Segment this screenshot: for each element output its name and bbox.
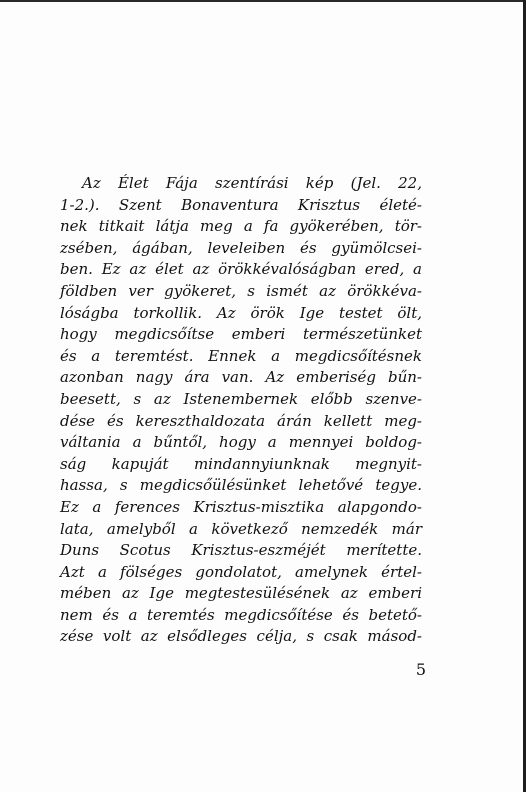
text-line: azonban nagy ára van. Az emberiség bűn-: [60, 368, 422, 387]
text-line: 1-2.). Szent Bonaventura Krisztus életé-: [60, 195, 422, 214]
text-line: hogy megdicsőítse emberi természetünket: [60, 325, 422, 344]
text-line: lata, amelyből a következő nemzedék már: [60, 519, 422, 538]
text-line: nem és a teremtés megdicsőítése és betető-: [60, 605, 422, 624]
page-top-edge: [0, 0, 526, 2]
text-line: nek titkait látja meg a fa gyökerében, tör-: [60, 217, 422, 236]
text-line: Duns Scotus Krisztus-eszméjét merítette.: [60, 541, 422, 560]
body-paragraph: [60, 173, 422, 648]
text-line: ság kapuját mindannyiunknak megnyit-: [60, 454, 422, 473]
text-line: hassa, s megdicsőülésünket lehetővé tegye.: [60, 476, 422, 495]
text-line: váltania a bűntől, hogy a mennyei boldog-: [60, 433, 422, 452]
text-line: mében az Ige megtestesülésének az emberi: [60, 584, 422, 603]
text-line: ben. Ez az élet az örökkévalóságban ered, a: [60, 260, 422, 279]
text-line: Ez a ferences Krisztus-misztika alapgondo-: [60, 497, 422, 516]
text-line: beesett, s az Istenembernek előbb szenve-: [60, 389, 422, 408]
text-line: Azt a fölséges gondolatot, amelynek értel-: [60, 562, 422, 581]
text-line: lóságba torkollik. Az örök Ige testet ölt,: [60, 303, 422, 322]
page-number: 5: [415, 660, 426, 679]
text-line: zsében, ágában, leveleiben és gyümölcsei-: [60, 238, 422, 257]
text-line: zése volt az elsődleges célja, s csak másod-: [60, 627, 422, 646]
text-line: földben ver gyökeret, s ismét az örökkéva-: [60, 281, 422, 300]
text-line: dése és kereszthaldozata árán kellett meg-: [60, 411, 422, 430]
text-line: és a teremtést. Ennek a megdicsőítésnek: [60, 346, 422, 365]
text-line: Az Élet Fája szentírási kép (Jel. 22,: [82, 174, 422, 192]
